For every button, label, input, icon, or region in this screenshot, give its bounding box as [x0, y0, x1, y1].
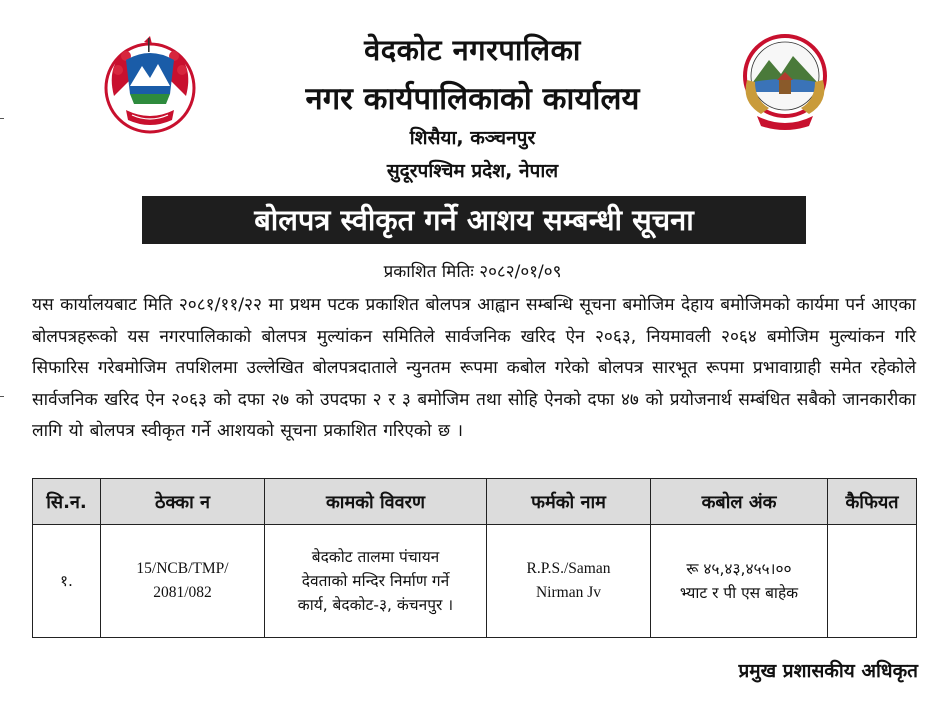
office-name: नगर कार्यपालिकाको कार्यालय	[305, 81, 640, 117]
province-name: सुदूरपश्चिम प्रदेश, नेपाल	[386, 160, 559, 182]
header-serial: सि.न.	[33, 479, 101, 525]
cell-contract-no	[101, 525, 265, 638]
header-remarks: कैफियत	[828, 479, 917, 525]
header-bid-amount: कबोल अंक	[651, 479, 828, 525]
header-work-description: कामको विवरण	[265, 479, 487, 525]
description-line: देवताको मन्दिर निर्माण गर्ने	[301, 572, 450, 590]
cell-firm-name	[487, 525, 651, 638]
table-row	[33, 525, 917, 638]
published-date: प्रकाशित मितिः २०८२/०१/०९	[383, 262, 562, 282]
municipality-name: वेदकोट नगरपालिका	[364, 33, 581, 67]
bid-amount-note: भ्याट र पी एस बाहेक	[679, 584, 799, 602]
cell-bid-amount	[651, 525, 828, 638]
contract-no-line: 2081/082	[153, 584, 212, 601]
cell-remarks	[828, 525, 917, 638]
description-line: बेदकोट तालमा पंचायन	[311, 548, 440, 566]
table-header-row	[33, 479, 917, 525]
edge-mark	[0, 396, 4, 397]
office-location: शिसैया, कञ्चनपुर	[409, 127, 536, 149]
contract-no-line: 15/NCB/TMP/	[136, 560, 229, 577]
bid-table	[32, 478, 917, 638]
bid-amount-value: रू ४५,४३,४५५।००	[686, 560, 792, 578]
firm-name-line: R.P.S./Saman	[526, 560, 611, 577]
cell-work-description	[265, 525, 487, 638]
header-contract-no: ठेक्का न	[101, 479, 265, 525]
description-line: कार्य, बेदकोट-३, कंचनपुर ।	[297, 596, 454, 614]
notice-body: यस कार्यालयबाट मिति २०८१/११/२२ मा प्रथम पटक प्रकाशित बोलपत्र आह्वान सम्बन्धि सूचना बमोजिम देहाय बमोजिमको कार्यमा पर्न आएका बोलपत्रहरूको यस नगरपालिकाको बोलपत्र मुल्यांकन समितिले सार्वजनिक खरिद ऐन २०६३, नियमावली २०६४ बमोजिम मुल्यांकन गरि सिफारिस गरेबमोजिम तपशिलमा उल्लेखित बोलपत्रदाताले न्युनतम रूपमा कबोल गरेको बोलपत्र सारभूत रूपमा प्रभावाग्राही समेत रहेकोले सार्वजनिक खरिद ऐन २०६३ को दफा २७ को उपदफा २ र ३ बमोजिम तथा सोहि ऐनको दफा ४७ को प्रयोजनार्थ सम्बंधित सबैको जानकारीका लागि यो बोलपत्र स्वीकृत गर्ने आशयको सूचना प्रकाशित गरिएको छ ।	[32, 295, 916, 441]
signatory-title: प्रमुख प्रशासकीय अधिकृत	[738, 660, 918, 682]
header-firm-name: फर्मको नाम	[487, 479, 651, 525]
firm-name-line: Nirman Jv	[535, 584, 601, 601]
notice-title: बोलपत्र स्वीकृत गर्ने आशय सम्बन्धी सूचना	[142, 196, 806, 244]
cell-serial: १.	[33, 525, 101, 638]
